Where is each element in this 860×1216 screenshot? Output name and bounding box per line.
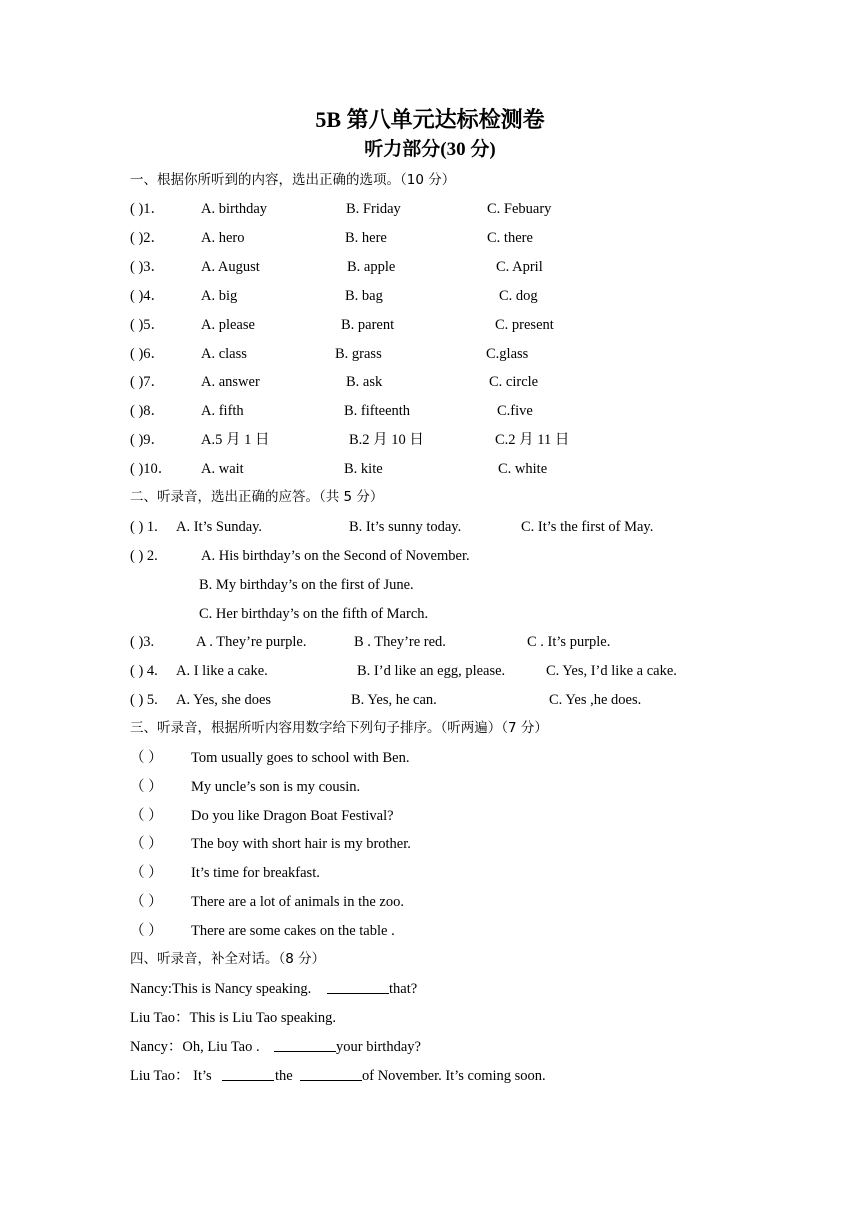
option-a: A. big: [201, 288, 238, 304]
option-b: B. parent: [341, 317, 395, 333]
answer-blank[interactable]: [300, 1066, 362, 1081]
option-a: A. please: [201, 317, 255, 333]
item-number: ( )2．: [130, 230, 166, 246]
option-b: B. My birthday’s on the first of June.: [199, 577, 414, 593]
order-paren: （ ）: [130, 836, 163, 852]
option-a: A. It’s Sunday.: [176, 519, 263, 535]
item-number: ( ) 5.: [130, 692, 158, 708]
sentence: There are a lot of animals in the zoo.: [191, 894, 404, 910]
option-b: B. ask: [346, 374, 383, 390]
order-paren: （ ）: [130, 865, 163, 881]
option-c: C. Febuary: [487, 201, 552, 217]
dialog-text: your birthday?: [336, 1039, 421, 1055]
option-b: B. Friday: [346, 201, 401, 217]
dialog-text: Nancy:This is Nancy speaking.: [130, 981, 312, 997]
page-subtitle: 听力部分(30 分): [364, 139, 496, 160]
item-number: ( )10．: [130, 461, 173, 477]
sentence: Do you like Dragon Boat Festival?: [191, 808, 394, 824]
order-paren: （ ）: [130, 779, 163, 795]
dialog-text: of November. It’s coming soon.: [362, 1068, 546, 1084]
option-b: B. kite: [344, 461, 383, 477]
order-paren: （ ）: [130, 923, 163, 939]
option-c: C. there: [487, 230, 533, 246]
item-number: ( )4．: [130, 288, 166, 304]
dialog-text: that?: [389, 981, 418, 997]
option-c: C.five: [497, 403, 533, 419]
order-paren: （ ）: [130, 750, 163, 766]
option-b: B. It’s sunny today.: [349, 519, 462, 535]
option-c: C. present: [495, 317, 554, 333]
option-a: A. answer: [201, 374, 260, 390]
part1-heading: 一、根据你所听到的内容，选出正确的选项。（10 分）: [130, 172, 456, 188]
option-a: A. wait: [201, 461, 244, 477]
option-c: C.2 月 11 日: [495, 432, 570, 448]
option-a: A. August: [201, 259, 260, 275]
order-paren: （ ）: [130, 894, 163, 910]
dialog-text: Nancy：Oh, Liu Tao .: [130, 1039, 260, 1055]
sentence: The boy with short hair is my brother.: [191, 836, 411, 852]
option-a: A. His birthday’s on the Second of November.: [201, 548, 470, 564]
option-c: C. Her birthday’s on the fifth of March.: [199, 606, 429, 622]
item-number: ( )9．: [130, 432, 166, 448]
sentence: My uncle’s son is my cousin.: [191, 779, 361, 795]
option-b: B. here: [345, 230, 387, 246]
sentence: Tom usually goes to school with Ben.: [191, 750, 410, 766]
option-b: B. Yes, he can.: [351, 692, 437, 708]
option-c: C. It’s the first of May.: [521, 519, 654, 535]
option-a: A.5 月 1 日: [201, 432, 270, 448]
option-b: B. fifteenth: [344, 403, 411, 419]
option-a: A. birthday: [201, 201, 268, 217]
part3-heading: 三、听录音，根据所听内容用数字给下列句子排序。（听两遍）（7 分）: [130, 720, 548, 736]
sentence: It’s time for breakfast.: [191, 865, 320, 881]
answer-blank[interactable]: [222, 1066, 274, 1081]
answer-blank[interactable]: [274, 1037, 336, 1052]
option-b: B. apple: [347, 259, 396, 275]
item-number: ( )3.: [130, 634, 155, 650]
option-c: C. dog: [499, 288, 538, 304]
order-paren: （ ）: [130, 808, 163, 824]
option-c: C.glass: [486, 346, 529, 362]
option-b: B. bag: [345, 288, 383, 304]
option-a: A. I like a cake.: [176, 663, 268, 679]
item-number: ( )7．: [130, 374, 166, 390]
item-number: ( )8．: [130, 403, 166, 419]
sentence: There are some cakes on the table .: [191, 923, 395, 939]
option-a: A. class: [201, 346, 247, 362]
item-number: ( )6．: [130, 346, 166, 362]
option-c: C. circle: [489, 374, 539, 390]
option-b: B.2 月 10 日: [349, 432, 424, 448]
option-c: C. white: [498, 461, 548, 477]
option-c: C. Yes ,he does.: [549, 692, 642, 708]
option-c: C . It’s purple.: [527, 634, 611, 650]
option-b: B . They’re red.: [354, 634, 446, 650]
option-c: C. April: [496, 259, 543, 275]
item-number: ( )1．: [130, 201, 166, 217]
option-a: A. fifth: [201, 403, 244, 419]
item-number: ( ) 1.: [130, 519, 158, 535]
part4-heading: 四、听录音，补全对话。（8 分）: [130, 951, 326, 967]
part2-heading: 二、听录音，选出正确的应答。（共 5 分）: [130, 489, 384, 505]
option-a: A. hero: [201, 230, 245, 246]
option-b: B. I’d like an egg, please.: [357, 663, 506, 679]
page-title: 5B 第八单元达标检测卷: [315, 107, 545, 132]
answer-blank[interactable]: [327, 979, 389, 994]
option-b: B. grass: [335, 346, 382, 362]
item-number: ( )3．: [130, 259, 166, 275]
option-c: C. Yes, I’d like a cake.: [546, 663, 677, 679]
dialog-text: Liu Tao： It’s: [130, 1068, 212, 1084]
option-a: A. Yes, she does: [176, 692, 272, 708]
item-number: ( ) 2.: [130, 548, 158, 564]
item-number: ( ) 4.: [130, 663, 158, 679]
dialog-text: the: [275, 1068, 293, 1084]
item-number: ( )5．: [130, 317, 166, 333]
option-a: A . They’re purple.: [196, 634, 307, 650]
dialog-text: Liu Tao：This is Liu Tao speaking.: [130, 1010, 337, 1026]
